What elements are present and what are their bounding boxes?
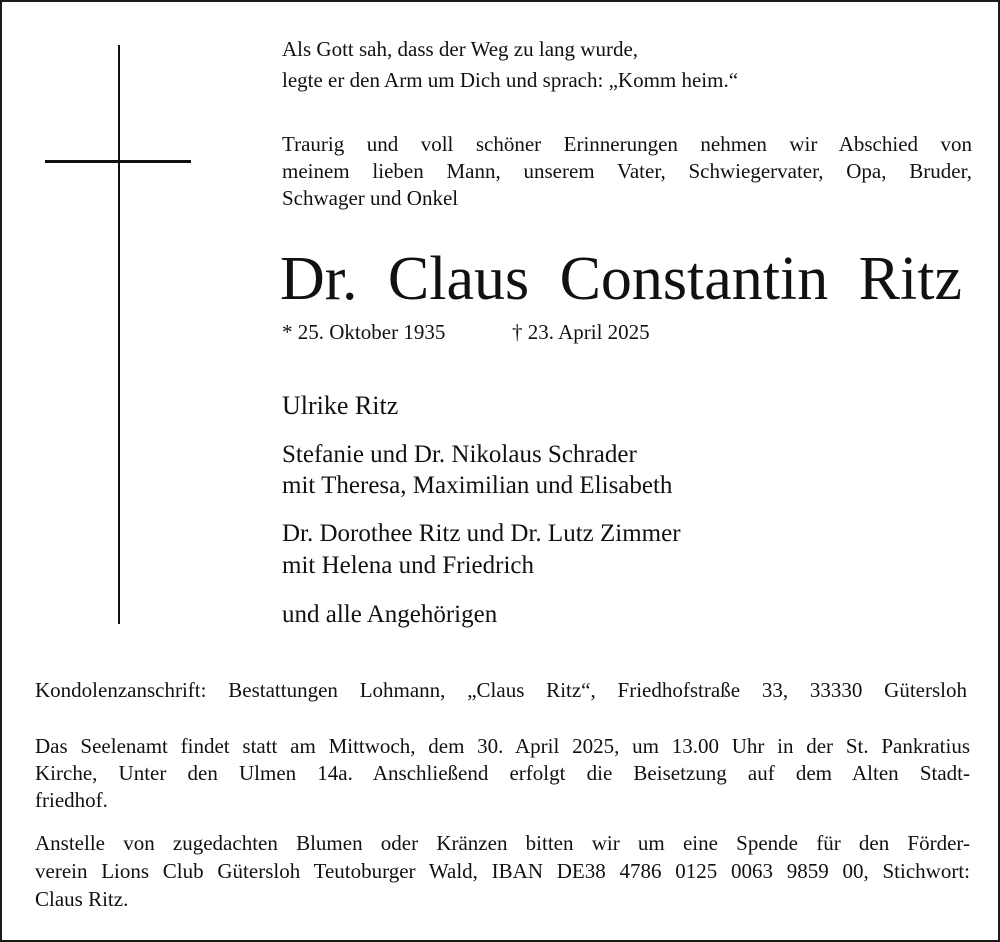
intro-line: Traurig und voll schöner Erinnerungen nehmen wir Abschied von xyxy=(282,132,972,156)
birth-date: * 25. Oktober 1935 xyxy=(282,320,446,344)
mourner-line: mit Theresa, Maximilian und Elisabeth xyxy=(282,472,673,499)
death-date: † 23. April 2025 xyxy=(512,320,650,344)
intro-line: Schwager und Onkel xyxy=(282,186,459,210)
donation-line: Claus Ritz. xyxy=(35,887,129,911)
mourner-line: Ulrike Ritz xyxy=(282,391,399,420)
mourner-line: Dr. Dorothee Ritz und Dr. Lutz Zimmer xyxy=(282,520,681,547)
motto-line: legte er den Arm um Dich und sprach: „Komm heim.“ xyxy=(282,68,739,92)
cross-icon-bar xyxy=(45,160,191,163)
service-line: Das Seelenamt findet statt am Mittwoch, dem 30. April 2025, um 13.00 Uhr in der St. Pankratius xyxy=(35,734,970,758)
donation-line: Anstelle von zugedachten Blumen oder Kränzen bitten wir um eine Spende für den Förder- xyxy=(35,831,970,855)
donation-line: verein Lions Club Gütersloh Teutoburger Wald, IBAN DE38 4786 0125 0063 9859 00, Stichwort: xyxy=(35,859,970,883)
motto-line: Als Gott sah, dass der Weg zu lang wurde, xyxy=(282,37,639,61)
condolence-address: Kondolenzanschrift: Bestattungen Lohmann, „Claus Ritz“, Friedhofstraße 33, 33330 Gütersloh xyxy=(35,678,967,702)
mourner-line: mit Helena und Friedrich xyxy=(282,552,535,579)
cross-icon xyxy=(118,45,120,624)
service-line: Kirche, Unter den Ulmen 14a. Anschließend erfolgt die Beisetzung auf dem Alten Stadt- xyxy=(35,761,970,785)
mourner-line: Stefanie und Dr. Nikolaus Schrader xyxy=(282,441,637,468)
mourner-line: und alle Angehörigen xyxy=(282,601,498,628)
intro-line: meinem lieben Mann, unserem Vater, Schwiegervater, Opa, Bruder, xyxy=(282,159,972,183)
service-line: friedhof. xyxy=(35,788,108,812)
deceased-name: Dr. Claus Constantin Ritz xyxy=(280,245,962,313)
